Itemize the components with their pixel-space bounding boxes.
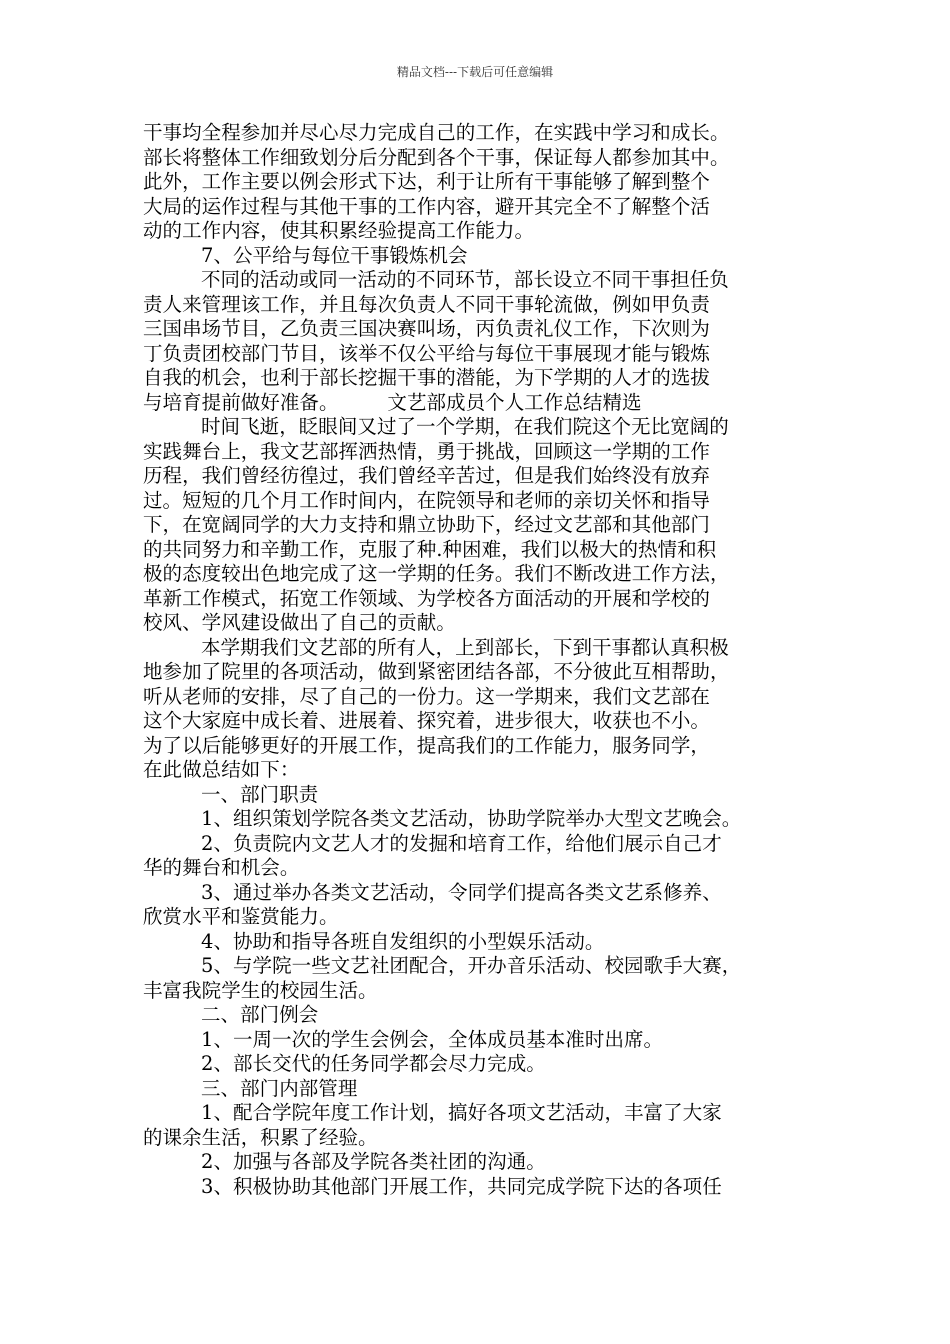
- text-line: 本学期我们文艺部的所有人，上到部长，下到干事都认真积极: [201, 635, 729, 659]
- text-line: 大局的运作过程与其他干事的工作内容，避开其完全不了解整个活: [143, 194, 710, 218]
- text-line: 3、通过举办各类文艺活动，令同学们提高各类文艺系修养、: [201, 880, 722, 904]
- text-line: 历程，我们曾经彷徨过，我们曾经辛苦过，但是我们始终没有放弃: [143, 464, 710, 487]
- document-body: [143, 121, 829, 1199]
- text-line: 丰富我院学生的校园生活。: [143, 978, 378, 1002]
- text-line: 这个大家庭中成长着、进展着、探究着，进步很大，收获也不小。: [143, 709, 710, 732]
- text-line: 2、负责院内文艺人才的发掘和培育工作，给他们展示自己才: [201, 831, 722, 855]
- text-line: 地参加了院里的各项活动，做到紧密团结各部，不分彼此互相帮助，: [143, 660, 730, 683]
- text-line: 4、协助和指导各班自发组织的小型娱乐活动。: [201, 929, 605, 953]
- text-line: 一、部门职责: [201, 782, 319, 806]
- text-line: 听从老师的安排，尽了自己的一份力。这一学期来，我们文艺部在: [143, 684, 710, 708]
- text-line: 二、部门例会: [201, 1003, 319, 1026]
- text-line: 为了以后能够更好的开展工作，提高我们的工作能力，服务同学，: [143, 733, 710, 757]
- text-line: 校风、学风建设做出了自己的贡献。: [143, 611, 456, 634]
- text-line: 实践舞台上，我文艺部挥洒热情，勇于挑战，回顾这一学期的工作: [143, 439, 710, 463]
- text-line: 的共同努力和辛勤工作，克服了种.种困难，我们以极大的热情和积: [143, 537, 717, 561]
- text-line: 责人来管理该工作，并且每次负责人不同干事轮流做，例如甲负责: [143, 292, 710, 316]
- text-line: 7、公平给与每位干事锻炼机会: [201, 243, 468, 267]
- text-line: 1、一周一次的学生会例会，全体成员基本准时出席。: [201, 1027, 664, 1051]
- text-line: 三、部门内部管理: [201, 1076, 358, 1100]
- text-line: 丁负责团校部门节目，该举不仅公平给与每位干事展现才能与锻炼: [143, 341, 710, 365]
- text-line: 下，在宽阔同学的大力支持和鼎立协助下，经过文艺部和其他部门: [143, 513, 710, 536]
- text-line: 的课余生活，积累了经验。: [143, 1125, 378, 1149]
- text-line: 与培育提前做好准备。 文艺部成员个人工作总结精选: [143, 390, 642, 414]
- text-line: 5、与学院一些文艺社团配合，开办音乐活动、校园歌手大赛，: [201, 954, 742, 977]
- text-line: 此外，工作主要以例会形式下达，利于让所有干事能够了解到整个: [143, 170, 710, 193]
- text-line: 在此做总结如下：: [143, 758, 300, 781]
- page-header: 精品文档---下载后可任意编辑: [396, 65, 554, 79]
- text-line: 自我的机会，也利于部长挖掘干事的潜能，为下学期的人才的选拔: [143, 366, 710, 389]
- text-line: 三国串场节目，乙负责三国决赛叫场，丙负责礼仪工作，下次则为: [143, 317, 710, 340]
- text-line: 过。短短的几个月工作时间内，在院领导和老师的亲切关怀和指导: [143, 488, 710, 512]
- text-line: 时间飞逝，眨眼间又过了一个学期，在我们院这个无比宽阔的: [201, 415, 729, 438]
- text-line: 极的态度较出色地完成了这一学期的任务。我们不断改进工作方法，: [143, 562, 730, 585]
- text-line: 2、加强与各部及学院各类社团的沟通。: [201, 1150, 546, 1173]
- text-line: 1、配合学院年度工作计划，搞好各项文艺活动，丰富了大家: [201, 1101, 722, 1124]
- text-line: 不同的活动或同一活动的不同环节，部长设立不同干事担任负: [201, 268, 729, 291]
- text-line: 2、部长交代的任务同学都会尽力完成。: [201, 1052, 546, 1075]
- text-line: 干事均全程参加并尽心尽力完成自己的工作，在实践中学习和成长。: [143, 121, 730, 144]
- text-line: 华的舞台和机会。: [143, 856, 300, 879]
- text-line: 1、组织策划学院各类文艺活动，协助学院举办大型文艺晚会。: [201, 807, 742, 830]
- text-line: 欣赏水平和鉴赏能力。: [143, 905, 339, 928]
- text-line: 革新工作模式，拓宽工作领域、为学校各方面活动的开展和学校的: [143, 586, 710, 610]
- text-line: 动的工作内容，使其积累经验提高工作能力。: [143, 219, 535, 242]
- text-line: 部长将整体工作细致划分后分配到各个干事，保证每人都参加其中。: [143, 145, 730, 169]
- text-line: 3、积极协助其他部门开展工作，共同完成学院下达的各项任: [201, 1174, 722, 1198]
